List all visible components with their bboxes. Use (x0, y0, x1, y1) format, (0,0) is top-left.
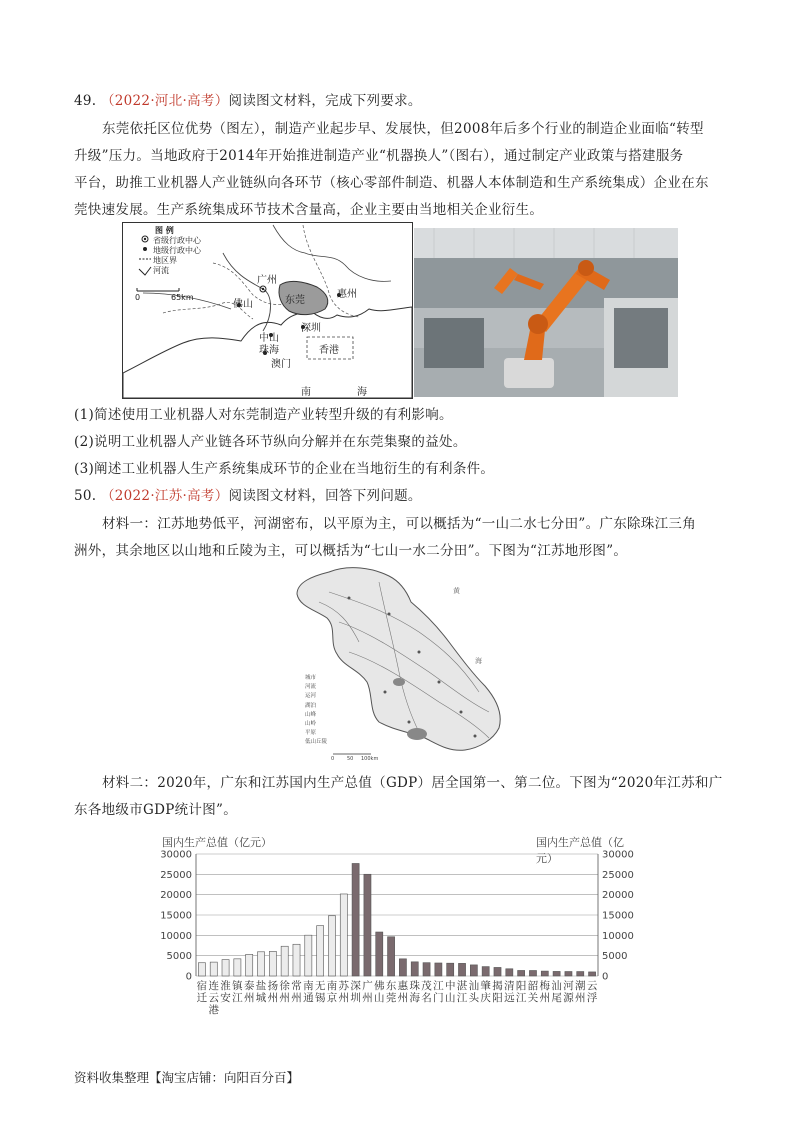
bar-揭阳 (494, 967, 501, 976)
industrial-robot-photo (414, 228, 678, 397)
x-tick-label: 苏 (338, 980, 350, 992)
bar-徐州 (281, 946, 288, 976)
x-tick-label: 锡 (314, 992, 326, 1004)
scale-label: 50 (347, 756, 354, 762)
map-scale-zero: 0 (135, 293, 141, 302)
x-tick-label: 常 (291, 980, 302, 992)
map-legend-item: 地级行政中心 (153, 246, 201, 255)
bar-南京 (328, 916, 335, 976)
x-tick-label: 安 (220, 992, 231, 1004)
map-city-label: 东莞 (285, 295, 305, 306)
jiangsu-terrain-map (289, 562, 513, 767)
bar-常州 (293, 944, 300, 976)
x-tick-label: 州 (397, 992, 409, 1004)
bar-泰州 (246, 954, 253, 976)
x-tick-label: 门 (433, 992, 444, 1004)
q49-para-line: 东莞依托区位优势（图左），制造产业起步早、发展快，但2008年后多个行业的制造企业面临“转型 (102, 121, 704, 137)
x-tick-label: 京 (326, 992, 338, 1004)
scale-label: 100km (361, 756, 379, 762)
map-sea-label: 南 (301, 387, 311, 398)
map-city-label: 惠州 (337, 289, 357, 300)
bar-连云港 (210, 962, 217, 976)
q50-material1-line: 材料一：江苏地势低平，河湖密布，以平原为主，可以概括为“一山二水七分田”。广东除珠江三角 (102, 516, 697, 532)
x-tick-label: 州 (338, 992, 350, 1004)
q50-material1-line: 洲外，其余地区以山地和丘陵为主，可以概括为“七山一水二分田”。下图为“江苏地形图”。 (74, 543, 628, 559)
x-tick-label: 无 (314, 980, 326, 992)
bar-河源 (565, 972, 572, 976)
bar-佛山 (376, 932, 383, 976)
x-tick-label: 云 (586, 980, 598, 992)
bar-无锡 (317, 926, 324, 976)
x-tick-label: 迁 (196, 992, 208, 1004)
bar-汕头 (470, 965, 477, 976)
q50-instruction: 阅读图文材料，回答下列问题。 (228, 488, 422, 504)
legend-item: 河流 (305, 684, 317, 691)
map-legend-item: 地区界 (153, 256, 177, 265)
map-city-label: 中山 (259, 333, 279, 344)
y-tick-label-right: 25000 (602, 869, 634, 881)
y-tick-label-left: 0 (185, 971, 192, 983)
x-tick-label: 淮 (220, 980, 231, 992)
q50-material2-line: 东各地级市GDP统计图”。 (74, 802, 237, 818)
x-tick-label: 泰 (243, 980, 255, 992)
x-tick-label: 河 (563, 980, 574, 992)
legend-item: 低山丘陵 (305, 739, 328, 746)
x-tick-label: 江 (515, 992, 527, 1004)
map-city-label: 澳门 (271, 359, 291, 370)
y-tick-label-left: 5000 (166, 951, 192, 963)
x-tick-label: 江 (433, 980, 444, 992)
x-tick-label: 城 (255, 992, 267, 1004)
y-tick-label-right: 5000 (602, 951, 628, 963)
bar-南通 (305, 935, 312, 976)
x-tick-label: 州 (539, 992, 551, 1004)
bar-宿迁 (198, 963, 205, 976)
bar-苏州 (340, 894, 347, 976)
x-tick-label: 佛 (374, 980, 385, 992)
x-tick-label: 徐 (279, 980, 290, 992)
x-tick-label: 头 (468, 992, 480, 1004)
y-tick-label-right: 0 (602, 971, 609, 983)
x-tick-label: 中 (444, 980, 456, 992)
q50-material1 (74, 511, 734, 565)
x-tick-label: 山 (444, 992, 456, 1004)
y-tick-label-left: 15000 (160, 910, 192, 922)
x-tick-label: 韶 (527, 980, 539, 992)
x-tick-label: 珠 (409, 980, 420, 992)
x-tick-label: 浮 (586, 992, 598, 1004)
x-tick-label: 江 (232, 992, 243, 1004)
dongguan-location-map (122, 222, 413, 399)
x-tick-label: 南 (303, 980, 314, 992)
q49-instruction: 阅读图文材料，完成下列要求。 (228, 93, 422, 109)
bar-惠州 (399, 959, 406, 976)
x-tick-label: 圳 (350, 992, 361, 1004)
q49-question-list (74, 402, 494, 483)
x-tick-label: 广 (362, 980, 373, 992)
legend-item: 山岭 (305, 721, 317, 728)
gdp-bar-chart (160, 832, 640, 1022)
x-tick-label: 州 (279, 992, 290, 1004)
map-city-label: 佛山 (233, 299, 253, 310)
x-tick-label: 州 (291, 992, 302, 1004)
bar-茂名 (423, 963, 430, 976)
x-tick-label: 阳 (515, 980, 527, 992)
map-legend-title: 图 例 (155, 226, 174, 235)
q49-tag: （2022·河北·高考） (100, 93, 229, 109)
map-sea-label: 海 (357, 387, 367, 398)
x-tick-label: 阳 (492, 992, 503, 1004)
q50-material2-line: 材料二：2020年，广东和江苏国内生产总值（GDP）居全国第一、第二位。下图为“2020年江苏和广 (102, 775, 723, 791)
x-tick-label: 汕 (468, 980, 480, 992)
map-city-label: 深圳 (301, 323, 321, 334)
y-tick-label-left: 25000 (160, 869, 192, 881)
x-tick-label: 清 (504, 980, 515, 992)
x-tick-label: 州 (575, 992, 586, 1004)
bar-镇江 (234, 959, 241, 976)
x-tick-label: 汕 (551, 980, 562, 992)
x-tick-label: 源 (563, 992, 574, 1004)
x-tick-label: 东 (385, 980, 397, 992)
x-tick-label: 云 (208, 992, 219, 1004)
x-tick-label: 潮 (575, 980, 586, 992)
x-tick-label: 尾 (551, 992, 562, 1004)
map-city-label: 珠海 (259, 345, 279, 356)
x-tick-label: 肇 (480, 980, 491, 992)
x-tick-label: 州 (243, 992, 255, 1004)
bar-湛江 (458, 963, 465, 976)
y-tick-label-left: 20000 (160, 890, 192, 902)
bar-盐城 (257, 952, 264, 976)
y-tick-label-left: 10000 (160, 930, 192, 942)
bar-珠海 (411, 962, 418, 976)
q49-question: (1)简述使用工业机器人对东莞制造产业转型升级的有利影响。 (74, 407, 453, 423)
chart-ylabel-right: 国内生产总值（亿元） (536, 836, 624, 865)
y-tick-label-right: 20000 (602, 890, 634, 902)
q49-para-line: 平台，助推工业机器人产业链纵向各环节（核心零部件制造、机器人本体制造和生产系统集成）企业在东 (74, 175, 709, 191)
x-tick-label: 港 (208, 1004, 219, 1016)
y-tick-label-right: 15000 (602, 910, 634, 922)
x-tick-label: 扬 (267, 980, 279, 992)
q49-paragraph (74, 116, 734, 224)
x-tick-label: 南 (326, 980, 338, 992)
x-tick-label: 山 (374, 992, 385, 1004)
q49-number: 49. (74, 93, 97, 109)
bar-扬州 (269, 951, 276, 976)
q50-number: 50. (74, 488, 97, 504)
x-tick-label: 梅 (539, 980, 551, 992)
x-tick-label: 揭 (492, 980, 503, 992)
bar-江门 (435, 963, 442, 976)
y-tick-label-left: 30000 (160, 849, 192, 861)
bar-潮州 (577, 972, 584, 976)
bar-韶关 (529, 970, 536, 976)
x-tick-label: 州 (267, 992, 279, 1004)
footer-source: 资料收集整理【淘宝店铺：向阳百分百】 (74, 1070, 300, 1085)
x-tick-label: 深 (350, 980, 361, 992)
x-tick-label: 江 (456, 992, 468, 1004)
x-tick-label: 莞 (385, 992, 397, 1004)
legend-item: 运河 (305, 693, 317, 700)
sea-label: 海 (475, 657, 482, 665)
map-legend-item: 省级行政中心 (153, 236, 201, 245)
x-tick-label: 连 (208, 980, 219, 992)
legend-item: 山峰 (305, 711, 317, 718)
bar-肇庆 (482, 967, 489, 976)
x-tick-label: 盐 (255, 980, 267, 992)
map-scale: 65km (171, 293, 194, 302)
bar-清远 (506, 969, 513, 976)
jiangsu-map-legend (305, 674, 327, 748)
x-tick-label: 茂 (421, 980, 432, 992)
q49-question: (2)说明工业机器人产业链各环节纵向分解并在东莞集聚的益处。 (74, 434, 467, 450)
gdp-chart-svg (160, 832, 640, 1022)
bar-东莞 (388, 937, 395, 976)
x-tick-label: 远 (504, 992, 515, 1004)
bar-汕尾 (553, 971, 560, 976)
q49-question: (3)阐述工业机器人生产系统集成环节的企业在当地衍生的有利条件。 (74, 461, 495, 477)
sea-label: 黄 (453, 587, 460, 595)
y-tick-label-right: 10000 (602, 930, 634, 942)
q50-material2 (74, 770, 734, 824)
legend-item: 湖泊 (305, 702, 317, 709)
x-tick-label: 镇 (232, 980, 243, 992)
q49-para-line: 莞快速发展。生产系统集成环节技术含量高，企业主要由当地相关企业衍生。 (74, 202, 544, 218)
scale-label: 0 (331, 756, 335, 762)
x-tick-label: 宿 (196, 980, 208, 992)
x-tick-label: 湛 (456, 980, 468, 992)
chart-ylabel-left: 国内生产总值（亿元） (162, 836, 272, 849)
x-tick-label: 关 (527, 992, 539, 1004)
x-tick-label: 庆 (480, 992, 491, 1004)
legend-item: 平原 (305, 730, 317, 737)
map-city-label: 香港 (319, 345, 339, 356)
bar-云浮 (589, 972, 596, 976)
map-legend-item: 河流 (153, 266, 169, 275)
bar-梅州 (541, 971, 548, 976)
x-tick-label: 州 (362, 992, 373, 1004)
q49-heading (74, 88, 422, 115)
q50-heading (74, 483, 422, 510)
y-tick-label-right: 30000 (602, 849, 634, 861)
x-tick-label: 海 (409, 992, 420, 1004)
q49-para-line: 升级”压力。当地政府于2014年开始推进制造产业“机器换人”（图右），通过制定产业政策与搭建服务 (74, 148, 684, 164)
x-tick-label: 惠 (397, 980, 409, 992)
q50-tag: （2022·江苏·高考） (100, 488, 229, 504)
map-city-label: 广州 (257, 275, 277, 286)
bar-淮安 (222, 960, 229, 976)
bar-阳江 (518, 970, 525, 976)
bar-广州 (364, 874, 371, 976)
x-tick-label: 名 (421, 992, 432, 1004)
x-tick-label: 通 (303, 992, 314, 1004)
legend-item: 城市 (305, 675, 317, 681)
bar-深圳 (352, 863, 359, 976)
bar-中山 (447, 963, 454, 976)
